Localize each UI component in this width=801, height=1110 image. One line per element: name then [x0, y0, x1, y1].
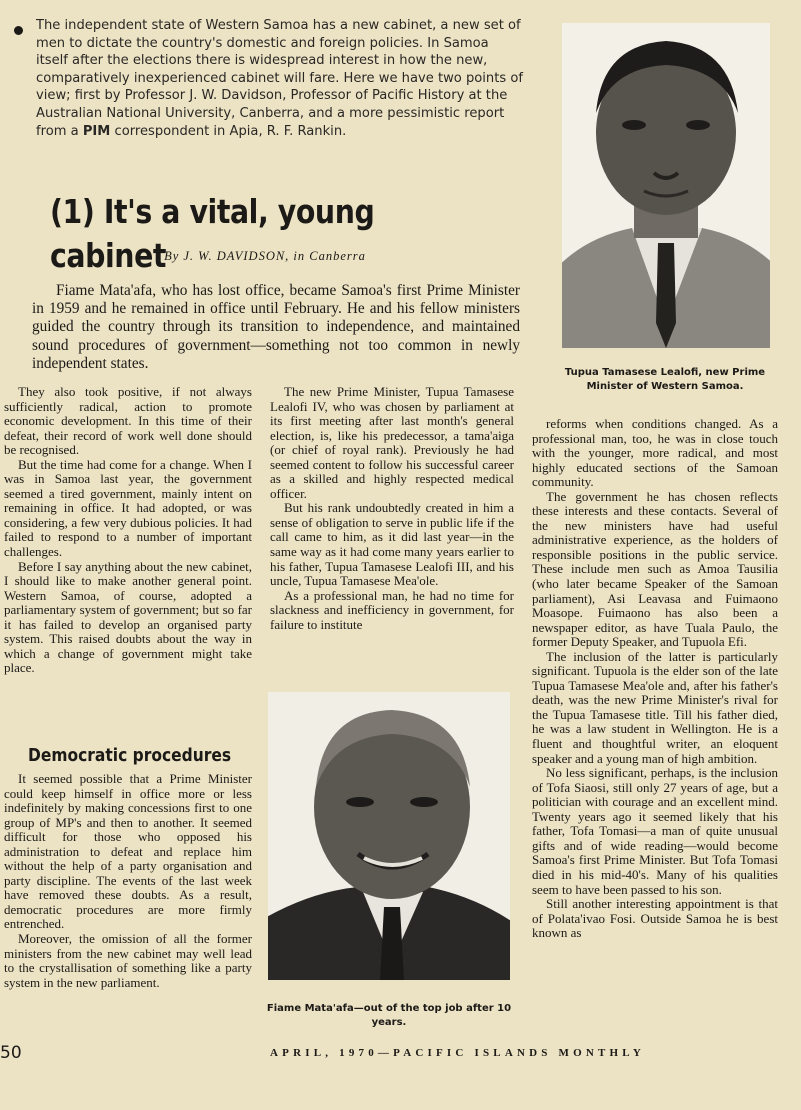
paragraph: reforms when conditions changed. As a professional man, too, he was in close touch with the younger, more radical, and most highly educated sections of the Samoan community. — [532, 416, 778, 490]
paragraph: The government he has chosen reflects these interests and these contacts. Several of the new ministers have had useful administrative experience, as the holders of responsible positions in the public service. These include men such as Amoa Tausilia (who later became Speaker of the Samoan parliament), Asi Leavasa and Fuimaono Moasope. Fuimaono has also been a newspaper editor, as have Tuala Paulo, the former Deputy Speaker, and Tupuola Efi. — [532, 488, 778, 650]
portrait-photo-icon — [562, 23, 770, 348]
photo-caption-tamasese: Tupua Tamasese Lealofi, new Prime Minister of Western Samoa. — [564, 367, 766, 392]
article-column-1-continued — [4, 772, 252, 990]
paragraph: But his rank undoubtedly created in him a sense of obligation to serve in public life if the call came to him, as it did last year—in the same way as it had come many years earlier to his father, Tupua Tamasese Lealofi III, and his uncle, Tupua Tamasese Mea'ole. — [270, 500, 514, 589]
portrait-photo-mataafa — [268, 692, 510, 980]
article-column-1 — [4, 385, 252, 676]
intro-bold-text: PIM — [82, 123, 111, 139]
portrait-photo-icon — [268, 692, 510, 980]
paragraph: The inclusion of the latter is particularly significant. Tupuola is the elder son of the late Tupua Tamasese Mea'ole and, after his father's death, was the new Prime Minister's rival for the Tupua Tamasese title. Till his father died, he was a law student in Wellington. He is a fluent and thoughtful writer, an eloquent speaker and a young man of high ambition. — [532, 648, 778, 766]
paragraph: It seemed possible that a Prime Minister could keep himself in office more or less indefinitely by making concessions first to one group of MP's and then to another. It seemed difficult for those who opposed his administration to defeat and replace him without the help of a party organisation and party discipline. The events of the last week have removed these doubts. As a result, democratic procedures are more firmly entrenched. — [4, 771, 252, 932]
page-number: 50 — [0, 1043, 22, 1063]
intro-paragraph: The independent state of Western Samoa has a new cabinet, a new set of men to dictate the country's domestic and foreign policies. In Samoa itself after the elections there is widespread interest in how the new, comparatively inexperienced cabinet will fare. Here we have two points of view; first by Professor J. W. Davidson, Professor of Pacific History at the Australian National University, Canberra, and a more pessimistic report from a PIM correspondent in Apia, R. F. Rankin. — [36, 18, 523, 139]
paragraph: They also took positive, if not always sufficiently radical, action to promote economic development. In this time of their defeat, their record of work well done should be recognised. — [4, 384, 252, 458]
byline: By J. W. DAVIDSON, in Canberra — [164, 249, 366, 263]
bullet-icon — [14, 26, 23, 35]
paragraph: As a professional man, he had no time for slackness and inefficiency in government, for failure to institute — [270, 587, 514, 632]
section-subhead: Democratic procedures — [28, 745, 232, 766]
paragraph: Still another interesting appointment is that of Polata'ivao Fosi. Outside Samoa he is best known as — [532, 896, 778, 941]
paragraph: But the time had come for a change. When I was in Samoa last year, the government seemed a tired government, mainly intent on remaining in office. It had adopted, or was considering, a few very dubious policies. It had failed to respond to a number of important challenges. — [4, 456, 252, 560]
paragraph: Moreover, the omission of all the former ministers from the new cabinet may well lead to the crystallisation of something like a party system in the new parliament. — [4, 931, 252, 990]
photo-caption-mataafa: Fiame Mata'afa—out of the top job after 10 years. — [266, 1003, 512, 1028]
article-column-3 — [532, 417, 778, 941]
portrait-photo-tamasese — [562, 23, 770, 348]
paragraph: The new Prime Minister, Tupua Tamasese Lealofi IV, who was chosen by parliament at its first meeting after last month's general election, is, like his predecessor, a tama'aiga (or chief of royal rank). Previously he had seemed content to follow his successful career as a skilled and highly respected medical officer. — [270, 384, 514, 501]
running-footer: APRIL, 1970—PACIFIC ISLANDS MONTHLY — [270, 1047, 645, 1059]
lead-paragraph: Fiame Mata'afa, who has lost office, became Samoa's first Prime Minister in 1959 and he remained in office until February. He and his fellow ministers guided the country through its transition to independence, and maintained sound procedures of government—something not too common in newly independent states. — [32, 282, 520, 372]
paragraph: No less significant, perhaps, is the inclusion of Tofa Siaosi, still only 27 years of age, but a politician with courage and an excellent mind. Twenty years ago it seemed likely that his father, Tofa Tomasi—a man of quite unusual gifts and of wide reading—would become Samoa's first Prime Minister. But Tofa Tomasi died in his mid-40's. Many of his qualities seem to have been passed to his son. — [532, 765, 778, 897]
article-column-2 — [270, 385, 514, 632]
paragraph: Before I say anything about the new cabinet, I should like to make another general point. Western Samoa, of course, adopted a parliamentary system of government; but so far it has failed to develop an organised party system. This raised doubts about the way in which a change of government might take place. — [4, 558, 252, 676]
page-title: (1) It's a vital, young cabinet — [50, 192, 375, 275]
